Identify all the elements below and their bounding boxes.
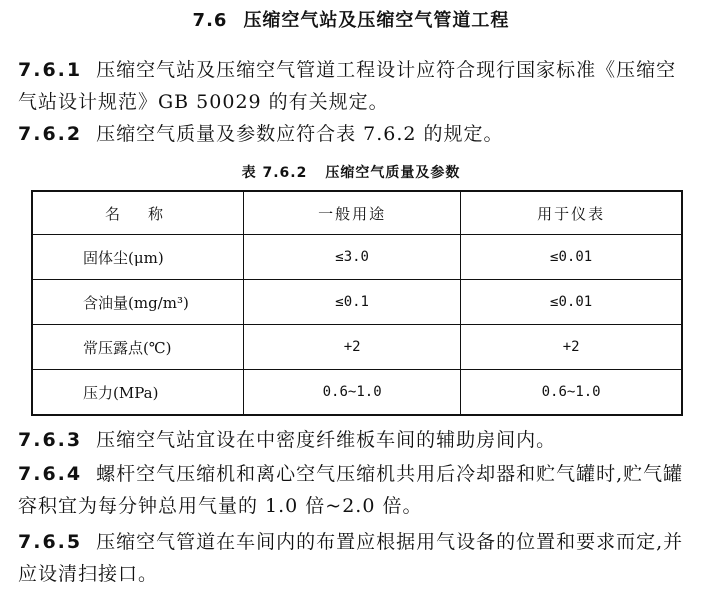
clause-7-6-3 <box>18 424 693 456</box>
row-general-value: ≤3.0 <box>244 235 461 280</box>
section-title: 压缩空气站及压缩空气管道工程 <box>243 10 510 31</box>
clause-number: 7.6.1 <box>18 59 83 81</box>
row-instrument-value: 0.6~1.0 <box>461 370 682 416</box>
row-instrument-value: +2 <box>461 325 682 370</box>
row-name: 含油量(mg/m³) <box>32 280 244 325</box>
table-caption <box>0 162 702 182</box>
row-name: 常压露点(℃) <box>32 325 244 370</box>
row-instrument-value: ≤0.01 <box>461 280 682 325</box>
section-heading <box>0 6 702 32</box>
row-general-value: 0.6~1.0 <box>244 370 461 416</box>
clause-7-6-1 <box>18 54 693 118</box>
clause-text: 压缩空气站及压缩空气管道工程设计应符合现行国家标准《压缩空气站设计规范》GB 50029 的有关规定。 <box>18 59 677 113</box>
table-row <box>32 370 682 416</box>
table-title: 压缩空气质量及参数 <box>325 165 461 181</box>
table-header-row <box>32 191 682 235</box>
clause-text: 压缩空气质量及参数应符合表 7.6.2 的规定。 <box>96 123 504 145</box>
section-number: 7.6 <box>192 10 228 31</box>
row-name: 压力(MPa) <box>32 370 244 416</box>
header-general: 一般用途 <box>244 191 461 235</box>
row-instrument-value: ≤0.01 <box>461 235 682 280</box>
clause-text: 压缩空气管道在车间内的布置应根据用气设备的位置和要求而定,并应设清扫接口。 <box>18 531 684 585</box>
table-row <box>32 325 682 370</box>
clause-7-6-5 <box>18 526 693 590</box>
table-row <box>32 235 682 280</box>
table-row <box>32 280 682 325</box>
row-general-value: +2 <box>244 325 461 370</box>
clause-number: 7.6.3 <box>18 429 83 451</box>
row-general-value: ≤0.1 <box>244 280 461 325</box>
clause-text: 压缩空气站宜设在中密度纤维板车间的辅助房间内。 <box>96 429 557 451</box>
clause-text: 螺杆空气压缩机和离心空气压缩机共用后冷却器和贮气罐时,贮气罐容积宜为每分钟总用气量的 1.0 倍~2.0 倍。 <box>18 463 684 517</box>
clause-number: 7.6.2 <box>18 123 83 145</box>
table-number: 表 7.6.2 <box>241 165 308 181</box>
row-name: 固体尘(μm) <box>32 235 244 280</box>
clause-7-6-2 <box>18 118 693 150</box>
parameters-table <box>31 190 683 416</box>
clause-number: 7.6.4 <box>18 463 83 485</box>
header-name: 名称 <box>32 191 244 235</box>
header-instrument: 用于仪表 <box>461 191 682 235</box>
clause-7-6-4 <box>18 458 693 522</box>
clause-number: 7.6.5 <box>18 531 83 553</box>
